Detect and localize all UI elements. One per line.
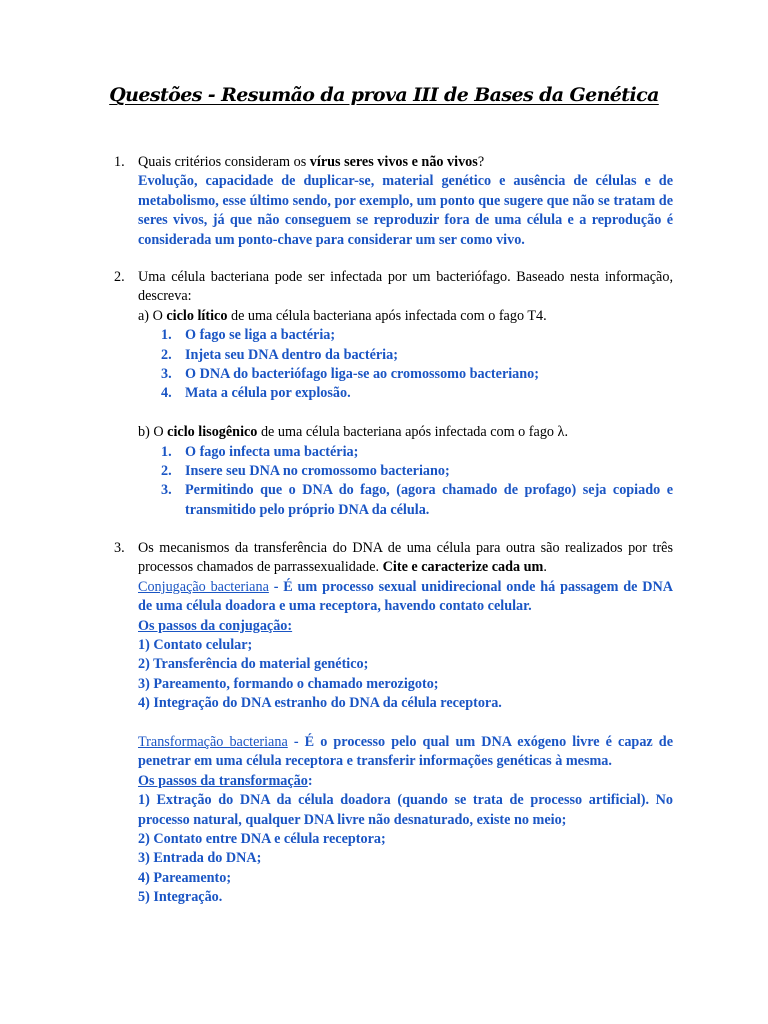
list-number: 1.: [161, 327, 172, 344]
conjugation-step: 1) Contato celular;: [138, 637, 253, 654]
list-number: 2.: [161, 463, 172, 480]
conjugation-step: 2) Transferência do material genético;: [138, 656, 369, 673]
conjugation-steps-heading: Os passos da conjugação:: [138, 617, 293, 634]
page-title: Questões - Resumão da prova III de Bases da Genética: [109, 84, 659, 106]
transformation-steps-heading: Os passos da transformação: [138, 772, 308, 789]
conjugation-heading: Conjugação bacteriana: [138, 578, 269, 595]
question-text-part: ?: [477, 154, 485, 170]
list-number: 4.: [161, 385, 172, 402]
question-body: [138, 539, 673, 908]
question-emphasis: vírus seres vivos e não vivos: [309, 154, 478, 170]
question-text-part: Quais critérios consideram os: [138, 154, 310, 170]
transformation-step: 3) Entrada do DNA;: [138, 850, 262, 867]
question-body: [138, 268, 673, 520]
question-text: Uma célula bacteriana pode ser infectada por um bacteriófago. Baseado nesta informação, descreva:: [138, 269, 673, 305]
lysogenic-cycle-list: [138, 443, 673, 521]
list-number: 3.: [161, 482, 172, 499]
conjugation-step: 4) Integração do DNA estranho do DNA da célula receptora.: [138, 695, 502, 712]
conjugation-text: - É um processo sexual unidirecional onde há passagem de DNA de uma célula doadora e uma receptora, havendo contato celular.: [138, 578, 673, 615]
transformation-step: 1) Extração do DNA da célula doadora (quando se trata de processo artificial). No processo natural, qualquer DNA livre não desnaturado, existe no meio;: [138, 792, 673, 828]
question-number: 3.: [114, 540, 125, 556]
question-text: [138, 153, 673, 172]
sub-question-emphasis: ciclo lisogênico: [167, 424, 258, 441]
sub-question-b: [138, 423, 673, 442]
list-item: [138, 384, 673, 403]
list-number: 1.: [161, 443, 172, 460]
question-emphasis: Cite e caracterize cada um: [382, 559, 544, 576]
conjugation-step: 3) Pareamento, formando o chamado merozigoto;: [138, 675, 439, 692]
question-text: [138, 539, 673, 578]
sub-question-text: a) O: [138, 307, 167, 324]
question-text-part: Os mecanismos da transferência do DNA de uma célula para outra são realizados por três processos chamados de parrassexualidade.: [138, 540, 673, 576]
question-text-part: .: [543, 559, 547, 576]
transformation-definition: [138, 733, 673, 772]
question-number: 1.: [114, 154, 125, 170]
list-text: Injeta seu DNA dentro da bactéria;: [185, 346, 398, 363]
list-item: [138, 443, 673, 462]
transformation-text: - É o processo pelo qual um DNA exógeno livre é capaz de penetrar em uma célula receptora e transferir informações genéticas à mesma.: [138, 734, 673, 770]
list-text: O fago se liga a bactéria;: [185, 327, 336, 344]
question-body: [138, 153, 673, 250]
list-text: Insere seu DNA no cromossomo bacteriano;: [185, 463, 450, 480]
list-number: 2.: [161, 346, 172, 363]
transformation-steps-heading-line: [138, 772, 673, 791]
lytic-cycle-list: [138, 326, 673, 404]
sub-question-emphasis: ciclo lítico: [166, 307, 228, 324]
transformation-step: 5) Integração.: [138, 889, 223, 906]
list-item: [138, 346, 673, 365]
sub-question-text: b) O: [138, 424, 168, 441]
conjugation-definition: [138, 578, 673, 617]
sub-question-a: [138, 307, 673, 326]
transformation-step: 2) Contato entre DNA e célula receptora;: [138, 831, 386, 848]
list-item: [138, 481, 673, 520]
heading-colon: :: [307, 772, 313, 789]
transformation-step: 4) Pareamento;: [138, 869, 232, 886]
list-item: [138, 462, 673, 481]
sub-question-text: de uma célula bacteriana após infectada com o fago T4.: [227, 307, 547, 324]
list-text: O fago infecta uma bactéria;: [185, 443, 359, 460]
list-text: O DNA do bacteriófago liga-se ao cromossomo bacteriano;: [185, 366, 539, 383]
list-number: 3.: [161, 366, 172, 383]
transformation-heading: Transformação bacteriana: [138, 734, 288, 751]
answer-text: Evolução, capacidade de duplicar-se, material genético e ausência de células e de metabolismo, esse último sendo, por exemplo, um ponto que sugere que não se tratam de seres vivos, já que não conseguem se reproduzir fora de uma célula e a reprodução é considerada um ponto-chave para considerar um ser como vivo.: [138, 173, 673, 248]
list-text: Permitindo que o DNA do fago, (agora chamado de profago) seja copiado e transmitido pelo próprio DNA da célula.: [185, 482, 673, 518]
list-item: [138, 326, 673, 345]
list-text: Mata a célula por explosão.: [185, 385, 351, 402]
list-item: [138, 365, 673, 384]
sub-question-text: de uma célula bacteriana após infectada com o fago λ.: [257, 424, 568, 441]
question-number: 2.: [114, 269, 125, 285]
